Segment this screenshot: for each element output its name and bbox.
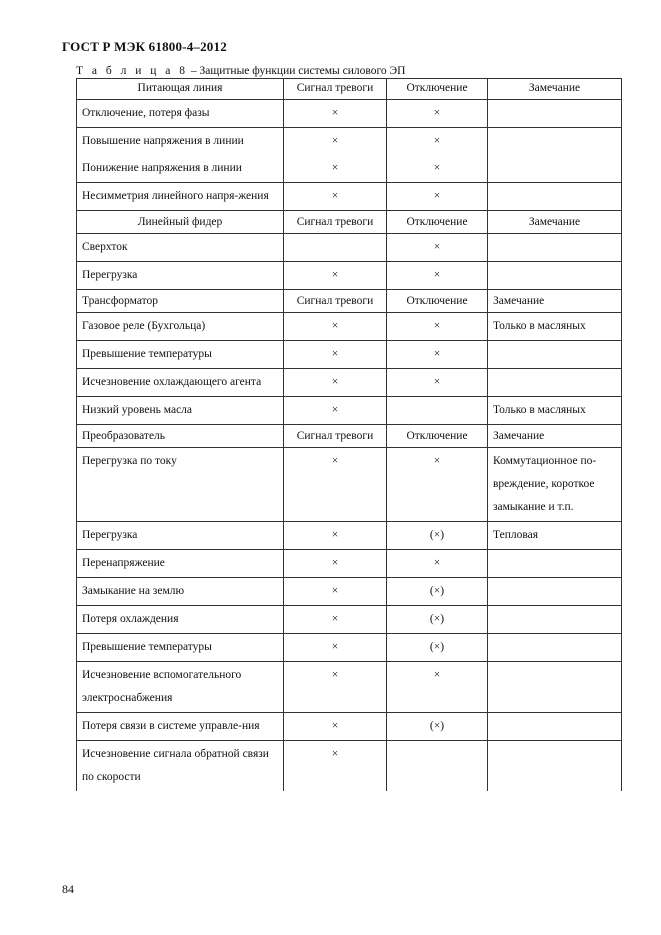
trip-cell: × <box>387 313 488 341</box>
remark-cell <box>488 606 622 634</box>
function-cell: Низкий уровень масла <box>77 397 284 425</box>
trip-cell: × <box>387 183 488 211</box>
table-caption <box>76 65 405 77</box>
alarm-cell <box>284 234 387 262</box>
function-cell: Перегрузка по току <box>77 448 284 522</box>
function-cell: Повышение напряжения в линии <box>77 128 284 156</box>
trip-cell: (×) <box>387 634 488 662</box>
alarm-cell: × <box>284 313 387 341</box>
function-cell: Превышение температуры <box>77 341 284 369</box>
remark-cell <box>488 369 622 397</box>
remark-cell <box>488 128 622 156</box>
section-header-cell: Отключение <box>387 290 488 313</box>
alarm-cell: × <box>284 128 387 156</box>
table-row <box>77 234 622 262</box>
remark-cell <box>488 713 622 741</box>
remark-cell <box>488 262 622 290</box>
alarm-cell: × <box>284 741 387 792</box>
alarm-cell: × <box>284 262 387 290</box>
alarm-cell: × <box>284 578 387 606</box>
table-row <box>77 713 622 741</box>
table-row <box>77 634 622 662</box>
trip-cell: (×) <box>387 606 488 634</box>
table-row <box>77 128 622 156</box>
remark-cell <box>488 578 622 606</box>
function-cell: Замыкание на землю <box>77 578 284 606</box>
section-header-cell: Замечание <box>488 211 622 234</box>
alarm-cell: × <box>284 550 387 578</box>
alarm-cell: × <box>284 606 387 634</box>
section-header-cell: Отключение <box>387 425 488 448</box>
alarm-cell: × <box>284 662 387 713</box>
alarm-cell: × <box>284 341 387 369</box>
alarm-cell: × <box>284 522 387 550</box>
function-cell: Понижение напряжения в линии <box>77 155 284 183</box>
protection-functions-table <box>76 78 622 791</box>
function-cell: Потеря связи в системе управле-ния <box>77 713 284 741</box>
section-header-cell: Сигнал тревоги <box>284 290 387 313</box>
remark-cell <box>488 634 622 662</box>
table-header-row <box>77 79 622 100</box>
alarm-cell: × <box>284 183 387 211</box>
function-cell: Перегрузка <box>77 522 284 550</box>
page-number: 84 <box>62 882 74 896</box>
section-header-cell: Трансформатор <box>77 290 284 313</box>
remark-cell <box>488 741 622 792</box>
trip-cell: × <box>387 369 488 397</box>
table-row <box>77 550 622 578</box>
function-cell: Исчезновение вспомогательного электроснабжения <box>77 662 284 713</box>
section-header-row <box>77 211 622 234</box>
table-row <box>77 313 622 341</box>
trip-cell: × <box>387 550 488 578</box>
trip-cell: × <box>387 448 488 522</box>
table-row <box>77 369 622 397</box>
remark-cell <box>488 155 622 183</box>
function-cell: Перенапряжение <box>77 550 284 578</box>
table-row <box>77 522 622 550</box>
section-header-cell: Линейный фидер <box>77 211 284 234</box>
section-header-cell: Сигнал тревоги <box>284 211 387 234</box>
table-row <box>77 155 622 183</box>
function-cell: Превышение температуры <box>77 634 284 662</box>
alarm-cell: × <box>284 713 387 741</box>
trip-cell: (×) <box>387 522 488 550</box>
table-row <box>77 183 622 211</box>
trip-cell: (×) <box>387 713 488 741</box>
remark-cell: Тепловая <box>488 522 622 550</box>
trip-cell: × <box>387 155 488 183</box>
section-header-cell: Замечание <box>488 290 622 313</box>
table-row <box>77 341 622 369</box>
section-header-row <box>77 290 622 313</box>
table-row <box>77 578 622 606</box>
table-row <box>77 606 622 634</box>
table-row <box>77 397 622 425</box>
remark-cell: Только в масляных <box>488 313 622 341</box>
function-cell: Перегрузка <box>77 262 284 290</box>
function-cell: Сверхток <box>77 234 284 262</box>
trip-cell: × <box>387 128 488 156</box>
function-cell: Отключение, потеря фазы <box>77 100 284 128</box>
trip-cell <box>387 741 488 792</box>
alarm-cell: × <box>284 155 387 183</box>
trip-cell: × <box>387 234 488 262</box>
header-cell: Сигнал тревоги <box>284 79 387 100</box>
table-row <box>77 662 622 713</box>
alarm-cell: × <box>284 369 387 397</box>
trip-cell <box>387 397 488 425</box>
function-cell: Исчезновение охлаждающего агента <box>77 369 284 397</box>
header-cell: Отключение <box>387 79 488 100</box>
alarm-cell: × <box>284 634 387 662</box>
alarm-cell: × <box>284 100 387 128</box>
section-header-cell: Замечание <box>488 425 622 448</box>
remark-cell <box>488 100 622 128</box>
function-cell: Потеря охлаждения <box>77 606 284 634</box>
trip-cell: (×) <box>387 578 488 606</box>
function-cell: Исчезновение сигнала обратной связи по скорости <box>77 741 284 792</box>
remark-cell <box>488 662 622 713</box>
function-cell: Несимметрия линейного напря-жения <box>77 183 284 211</box>
section-header-cell: Отключение <box>387 211 488 234</box>
table-row <box>77 448 622 522</box>
table-row <box>77 100 622 128</box>
table-row <box>77 741 622 792</box>
alarm-cell: × <box>284 397 387 425</box>
header-cell: Питающая линия <box>77 79 284 100</box>
remark-cell <box>488 341 622 369</box>
remark-cell: Только в масляных <box>488 397 622 425</box>
section-header-cell: Преобразователь <box>77 425 284 448</box>
section-header-cell: Сигнал тревоги <box>284 425 387 448</box>
header-cell: Замечание <box>488 79 622 100</box>
table-row <box>77 262 622 290</box>
remark-cell <box>488 550 622 578</box>
table-caption-text: – Защитные функции системы силового ЭП <box>190 65 406 77</box>
document-header: ГОСТ Р МЭК 61800-4–2012 <box>62 39 227 54</box>
trip-cell: × <box>387 341 488 369</box>
trip-cell: × <box>387 662 488 713</box>
section-header-row <box>77 425 622 448</box>
remark-cell <box>488 234 622 262</box>
trip-cell: × <box>387 262 488 290</box>
remark-cell: Коммутационное по-вреждение, короткое замыкание и т.п. <box>488 448 622 522</box>
alarm-cell: × <box>284 448 387 522</box>
trip-cell: × <box>387 100 488 128</box>
remark-cell <box>488 183 622 211</box>
function-cell: Газовое реле (Бухгольца) <box>77 313 284 341</box>
table-caption-label: Т а б л и ц а 8 <box>76 65 189 77</box>
